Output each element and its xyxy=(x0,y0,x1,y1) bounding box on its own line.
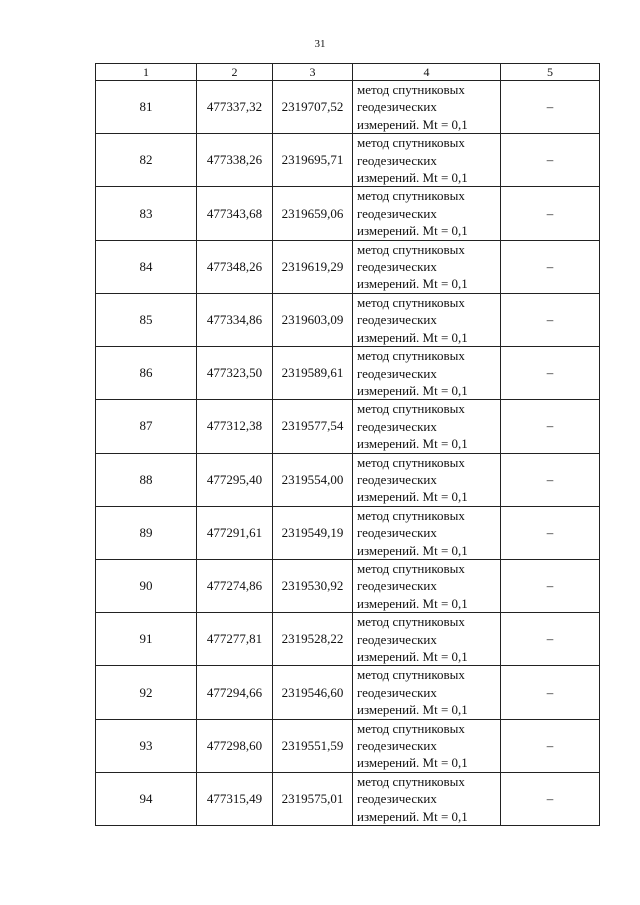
method-cell xyxy=(353,187,501,240)
point-number-cell: 88 xyxy=(96,453,197,506)
table-body xyxy=(96,81,600,826)
method-text-line: геодезических xyxy=(357,205,437,221)
method-cell xyxy=(353,240,501,293)
method-cell xyxy=(353,347,501,400)
note-cell: – xyxy=(501,666,600,719)
method-cell xyxy=(353,134,501,187)
table-row xyxy=(96,134,600,187)
x-coordinate-cell: 477323,50 xyxy=(197,347,273,400)
method-cell xyxy=(353,559,501,612)
method-text-line: метод спутниковых xyxy=(357,294,465,310)
x-coordinate-cell: 477295,40 xyxy=(197,453,273,506)
y-coordinate-cell: 2319551,59 xyxy=(273,719,353,772)
method-text-line: метод спутниковых xyxy=(357,667,465,683)
method-text-line: измерений. Mt = 0,1 xyxy=(357,595,468,611)
point-number-cell: 82 xyxy=(96,134,197,187)
y-coordinate-cell: 2319554,00 xyxy=(273,453,353,506)
method-text-line: геодезических xyxy=(357,259,437,275)
point-number-cell: 93 xyxy=(96,719,197,772)
point-number-cell: 85 xyxy=(96,293,197,346)
method-text-line: метод спутниковых xyxy=(357,188,465,204)
table-row xyxy=(96,772,600,825)
method-text-line: измерений. Mt = 0,1 xyxy=(357,702,468,718)
method-text-line: геодезических xyxy=(357,525,437,541)
method-text-line: геодезических xyxy=(357,312,437,328)
method-cell xyxy=(353,719,501,772)
method-text-line: геодезических xyxy=(357,471,437,487)
x-coordinate-cell: 477298,60 xyxy=(197,719,273,772)
point-number-cell: 81 xyxy=(96,81,197,134)
x-coordinate-cell: 477343,68 xyxy=(197,187,273,240)
note-cell: – xyxy=(501,81,600,134)
column-header-3: 3 xyxy=(273,64,353,81)
y-coordinate-cell: 2319530,92 xyxy=(273,559,353,612)
y-coordinate-cell: 2319659,06 xyxy=(273,187,353,240)
y-coordinate-cell: 2319575,01 xyxy=(273,772,353,825)
note-cell: – xyxy=(501,134,600,187)
x-coordinate-cell: 477334,86 xyxy=(197,293,273,346)
point-number-cell: 84 xyxy=(96,240,197,293)
table-row xyxy=(96,719,600,772)
method-cell xyxy=(353,613,501,666)
y-coordinate-cell: 2319589,61 xyxy=(273,347,353,400)
y-coordinate-cell: 2319528,22 xyxy=(273,613,353,666)
method-cell xyxy=(353,666,501,719)
point-number-cell: 94 xyxy=(96,772,197,825)
method-text-line: метод спутниковых xyxy=(357,507,465,523)
table-row xyxy=(96,400,600,453)
table-row xyxy=(96,453,600,506)
coordinates-table xyxy=(95,63,600,826)
method-text-line: геодезических xyxy=(357,631,437,647)
method-text-line: метод спутниковых xyxy=(357,135,465,151)
method-text-line: измерений. Mt = 0,1 xyxy=(357,436,468,452)
method-text-line: геодезических xyxy=(357,791,437,807)
y-coordinate-cell: 2319695,71 xyxy=(273,134,353,187)
method-text-line: измерений. Mt = 0,1 xyxy=(357,382,468,398)
table-header-row xyxy=(96,64,600,81)
column-header-4: 4 xyxy=(353,64,501,81)
method-text-line: измерений. Mt = 0,1 xyxy=(357,808,468,824)
method-text-line: измерений. Mt = 0,1 xyxy=(357,649,468,664)
y-coordinate-cell: 2319549,19 xyxy=(273,506,353,559)
method-cell xyxy=(353,772,501,825)
point-number-cell: 92 xyxy=(96,666,197,719)
method-text-line: метод спутниковых xyxy=(357,82,465,97)
table-row xyxy=(96,240,600,293)
note-cell: – xyxy=(501,187,600,240)
x-coordinate-cell: 477315,49 xyxy=(197,772,273,825)
method-cell xyxy=(353,400,501,453)
note-cell: – xyxy=(501,506,600,559)
note-cell: – xyxy=(501,240,600,293)
method-cell xyxy=(353,81,501,134)
x-coordinate-cell: 477274,86 xyxy=(197,559,273,612)
point-number-cell: 87 xyxy=(96,400,197,453)
method-text-line: метод спутниковых xyxy=(357,614,465,630)
point-number-cell: 89 xyxy=(96,506,197,559)
y-coordinate-cell: 2319577,54 xyxy=(273,400,353,453)
method-text-line: геодезических xyxy=(357,738,437,754)
point-number-cell: 90 xyxy=(96,559,197,612)
method-text-line: геодезических xyxy=(357,152,437,168)
y-coordinate-cell: 2319546,60 xyxy=(273,666,353,719)
method-text-line: геодезических xyxy=(357,99,437,115)
y-coordinate-cell: 2319603,09 xyxy=(273,293,353,346)
method-cell xyxy=(353,453,501,506)
table-row xyxy=(96,293,600,346)
method-text-line: измерений. Mt = 0,1 xyxy=(357,223,468,239)
note-cell: – xyxy=(501,772,600,825)
table-row xyxy=(96,187,600,240)
method-cell xyxy=(353,506,501,559)
method-text-line: метод спутниковых xyxy=(357,241,465,257)
method-text-line: геодезических xyxy=(357,418,437,434)
table-row xyxy=(96,613,600,666)
note-cell: – xyxy=(501,559,600,612)
y-coordinate-cell: 2319619,29 xyxy=(273,240,353,293)
x-coordinate-cell: 477338,26 xyxy=(197,134,273,187)
method-text-line: измерений. Mt = 0,1 xyxy=(357,755,468,771)
column-header-2: 2 xyxy=(197,64,273,81)
method-text-line: измерений. Mt = 0,1 xyxy=(357,329,468,345)
method-cell xyxy=(353,293,501,346)
method-text-line: измерений. Mt = 0,1 xyxy=(357,489,468,505)
method-text-line: метод спутниковых xyxy=(357,348,465,364)
x-coordinate-cell: 477337,32 xyxy=(197,81,273,134)
x-coordinate-cell: 477291,61 xyxy=(197,506,273,559)
x-coordinate-cell: 477277,81 xyxy=(197,613,273,666)
method-text-line: геодезических xyxy=(357,684,437,700)
note-cell: – xyxy=(501,400,600,453)
table-row xyxy=(96,666,600,719)
point-number-cell: 86 xyxy=(96,347,197,400)
table-row xyxy=(96,506,600,559)
method-text-line: измерений. Mt = 0,1 xyxy=(357,276,468,292)
method-text-line: метод спутниковых xyxy=(357,401,465,417)
point-number-cell: 83 xyxy=(96,187,197,240)
note-cell: – xyxy=(501,293,600,346)
y-coordinate-cell: 2319707,52 xyxy=(273,81,353,134)
method-text-line: геодезических xyxy=(357,578,437,594)
note-cell: – xyxy=(501,453,600,506)
note-cell: – xyxy=(501,613,600,666)
method-text-line: измерений. Mt = 0,1 xyxy=(357,542,468,558)
x-coordinate-cell: 477348,26 xyxy=(197,240,273,293)
table-row xyxy=(96,347,600,400)
method-text-line: метод спутниковых xyxy=(357,454,465,470)
note-cell: – xyxy=(501,347,600,400)
page-number: 31 xyxy=(314,38,326,50)
x-coordinate-cell: 477312,38 xyxy=(197,400,273,453)
method-text-line: измерений. Mt = 0,1 xyxy=(357,170,468,186)
point-number-cell: 91 xyxy=(96,613,197,666)
method-text-line: метод спутниковых xyxy=(357,773,465,789)
table-row xyxy=(96,81,600,134)
table-row xyxy=(96,559,600,612)
method-text-line: метод спутниковых xyxy=(357,560,465,576)
method-text-line: метод спутниковых xyxy=(357,720,465,736)
method-text-line: измерений. Mt = 0,1 xyxy=(357,116,468,132)
x-coordinate-cell: 477294,66 xyxy=(197,666,273,719)
column-header-5: 5 xyxy=(501,64,600,81)
column-header-1: 1 xyxy=(96,64,197,81)
method-text-line: геодезических xyxy=(357,365,437,381)
note-cell: – xyxy=(501,719,600,772)
